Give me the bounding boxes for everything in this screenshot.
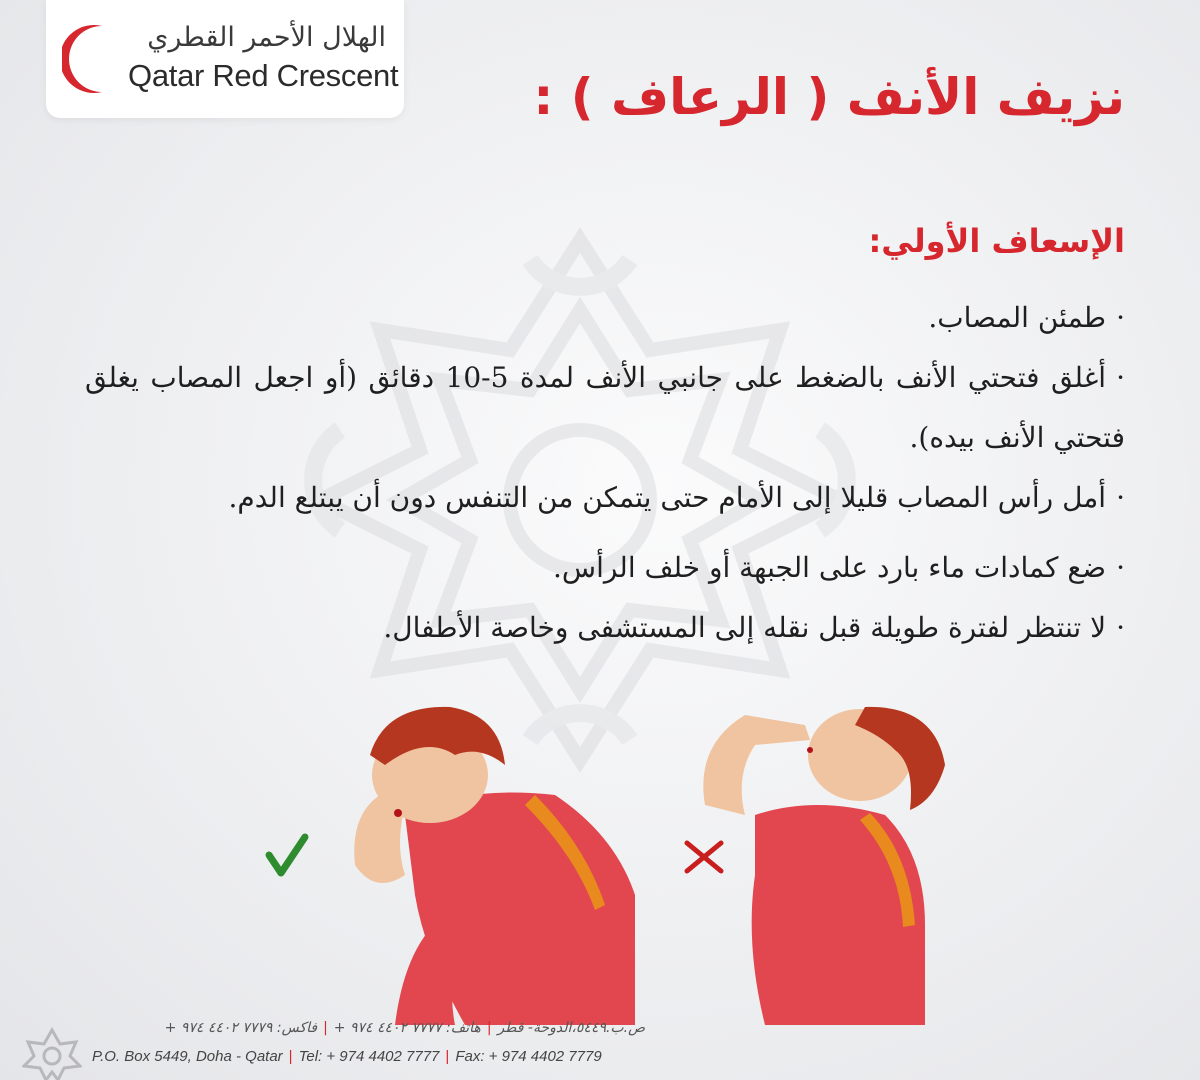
- check-mark-icon: [269, 837, 305, 873]
- bullet-icon: ·: [1116, 481, 1125, 514]
- footer-fax-en: Fax: + 974 4402 7779: [455, 1048, 602, 1065]
- step-text: أمل رأس المصاب قليلا إلى الأمام حتى يتمكن من التنفس دون أن يبتلع الدم.: [228, 481, 1107, 514]
- step-item: [85, 288, 1125, 348]
- footer-contact-arabic: ص.ب.٥٤٤٩،الدوحة- قطر|هاتف: ٧٧٧٧ ٤٤٠٢ ٩٧٤ +|فاكس: ٧٧٧٩ ٤٤٠٢ ٩٧٤ +: [164, 1020, 645, 1036]
- footer-contact-english: P.O. Box 5449, Doha - Qatar | Tel: + 974 4402 7777 | Fax: + 974 4402 7779: [92, 1048, 602, 1065]
- logo-card: [46, 0, 404, 118]
- bullet-icon: ·: [1116, 611, 1125, 644]
- step-item: [85, 598, 1125, 658]
- footer: [0, 1020, 1200, 1080]
- wrong-posture-figure: [703, 707, 945, 1025]
- footer-tel-en: Tel: + 974 4402 7777: [298, 1048, 440, 1065]
- footer-address-en: P.O. Box 5449, Doha - Qatar: [92, 1048, 283, 1065]
- first-aid-subtitle: الإسعاف الأولي:: [868, 222, 1125, 260]
- logo-name-arabic: الهلال الأحمر القطري: [147, 22, 386, 53]
- correct-posture-figure: [354, 707, 635, 1025]
- step-text: ضع كمادات ماء بارد على الجبهة أو خلف الرأس.: [552, 551, 1107, 584]
- step-text: لا تنتظر لفترة طويلة قبل نقله إلى المستشفى وخاصة الأطفال.: [383, 611, 1107, 644]
- footer-ornament-icon: [22, 1026, 82, 1080]
- first-aid-steps-list: [85, 288, 1125, 658]
- step-item: [85, 538, 1125, 598]
- footer-address-ar: ص.ب.٥٤٤٩،الدوحة- قطر: [497, 1020, 645, 1036]
- step-item: [85, 468, 1125, 528]
- page-title: نزيف الأنف ( الرعاف ) :: [533, 68, 1125, 126]
- step-text: طمئن المصاب.: [928, 301, 1107, 334]
- footer-fax-ar: فاكس: ٧٧٧٩ ٤٤٠٢ ٩٧٤ +: [164, 1020, 318, 1036]
- bullet-icon: ·: [1116, 301, 1125, 334]
- cross-mark-icon: [687, 843, 721, 871]
- step-item: [85, 348, 1125, 468]
- red-crescent-logo-icon: [62, 22, 126, 96]
- logo-name-english: Qatar Red Crescent: [128, 58, 399, 93]
- bullet-icon: ·: [1116, 361, 1125, 394]
- nosebleed-illustration: [255, 695, 955, 1025]
- step-text: أغلق فتحتي الأنف بالضغط على جانبي الأنف لمدة 5-10 دقائق (أو اجعل المصاب يغلق فتحتي الأنف بيده).: [85, 361, 1125, 454]
- bullet-icon: ·: [1116, 551, 1125, 584]
- footer-tel-ar: هاتف: ٧٧٧٧ ٤٤٠٢ ٩٧٤ +: [333, 1020, 481, 1036]
